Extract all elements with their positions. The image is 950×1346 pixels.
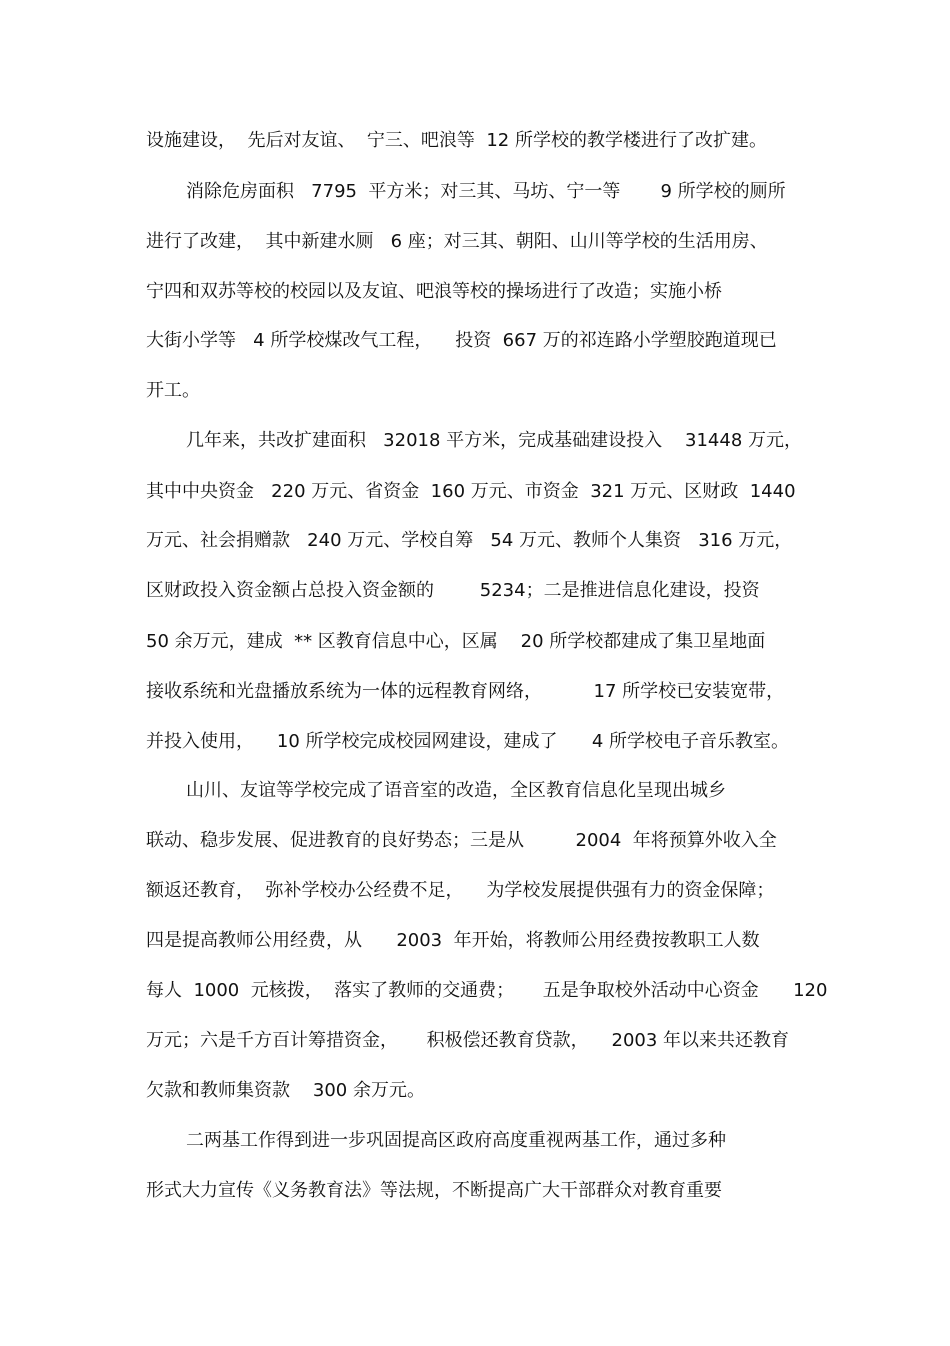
text-line: 接收系统和光盘播放系统为一体的远程教育网络， 17 所学校已安装宽带， <box>146 681 785 702</box>
text-line: 进行了改建， 其中新建水厕 6 座；对三其、朝阳、山川等学校的生活用房、 <box>146 231 768 252</box>
text-line: 欠款和教师集资款 300 余万元。 <box>146 1080 425 1101</box>
text-line: 额返还教育， 弥补学校办公经费不足， 为学校发展提供强有力的资金保障； <box>146 880 775 901</box>
text-line: 几年来，共改扩建面积 32018 平方米，完成基础建设投入 31448 万元， <box>186 430 803 451</box>
text-line: 联动、稳步发展、促进教育的良好势态；三是从 2004 年将预算外收入全 <box>146 830 777 851</box>
text-line: 并投入使用， 10 所学校完成校园网建设，建成了 4 所学校电子音乐教室。 <box>146 731 790 752</box>
text-line: 大街小学等 4 所学校煤改气工程， 投资 667 万的祁连路小学塑胶跑道现已 <box>146 330 777 351</box>
text-line: 区财政投入资金额占总投入资金额的 5234；二是推进信息化建设，投资 <box>146 580 760 601</box>
text-line: 开工。 <box>146 380 200 401</box>
text-line: 50 余万元，建成 ** 区教育信息中心，区属 20 所学校都建成了集卫星地面 <box>146 631 766 652</box>
text-line: 其中中央资金 220 万元、省资金 160 万元、市资金 321 万元、区财政 1440 <box>146 481 796 502</box>
text-line: 宁四和双苏等校的校园以及友谊、吧浪等校的操场进行了改造；实施小桥 <box>146 281 722 302</box>
text-line: 每人 1000 元核拨， 落实了教师的交通费； 五是争取校外活动中心资金 120 <box>146 980 828 1001</box>
text-line: 万元；六是千方百计筹措资金， 积极偿还教育贷款， 2003 年以来共还教育 <box>146 1030 790 1051</box>
text-line: 山川、友谊等学校完成了语音室的改造，全区教育信息化呈现出城乡 <box>186 780 726 801</box>
text-line: 万元、社会捐赠款 240 万元、学校自筹 54 万元、教师个人集资 316 万元， <box>146 530 793 551</box>
text-line: 四是提高教师公用经费，从 2003 年开始，将教师公用经费按教职工人数 <box>146 930 760 951</box>
text-line: 形式大力宣传《义务教育法》等法规，不断提高广大干部群众对教育重要 <box>146 1180 722 1201</box>
text-line: 二两基工作得到进一步巩固提高区政府高度重视两基工作，通过多种 <box>186 1130 726 1151</box>
text-line: 消除危房面积 7795 平方米；对三其、马坊、宁一等 9 所学校的厕所 <box>186 181 786 202</box>
text-line: 设施建设， 先后对友谊、 宁三、吧浪等 12 所学校的教学楼进行了改扩建。 <box>146 130 767 151</box>
